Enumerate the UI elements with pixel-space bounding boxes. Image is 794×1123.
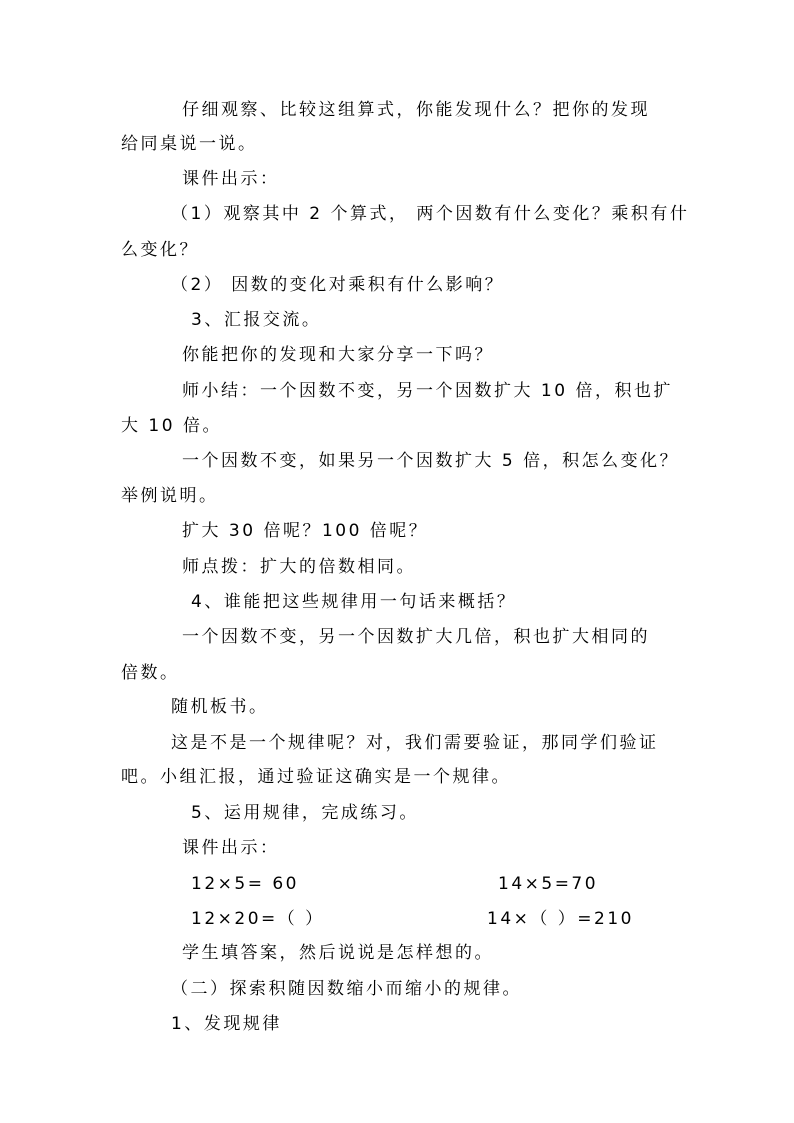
exercise-equation: 14×5=70 xyxy=(498,874,599,894)
paragraph-line: 这是不是一个规律呢？对，我们需要验证，那同学们验证 xyxy=(171,733,659,753)
paragraph-line: 仔细观察、比较这组算式，你能发现什么？把你的发现 xyxy=(182,100,650,120)
section-heading: 3、汇报交流。 xyxy=(191,310,322,330)
paragraph-line: 随机板书。 xyxy=(171,697,269,717)
paragraph-line: 扩大 30 倍呢？100 倍呢？ xyxy=(182,521,429,541)
paragraph-line: 倍数。 xyxy=(121,663,180,683)
exercise-equation: 14×（ ）=210 xyxy=(487,909,634,929)
paragraph-line: （1）观察其中 2 个算式， 两个因数有什么变化？乘积有什 xyxy=(171,204,690,224)
paragraph-line: 一个因数不变，如果另一个因数扩大 5 倍，积怎么变化？ xyxy=(182,451,680,471)
paragraph-line: 举例说明。 xyxy=(121,486,219,506)
paragraph-line: （2） 因数的变化对乘积有什么影响？ xyxy=(171,275,505,295)
paragraph-line: 师点拨：扩大的倍数相同。 xyxy=(182,557,416,577)
paragraph-line: 课件出示： xyxy=(182,169,280,189)
paragraph-line: 你能把你的发现和大家分享一下吗？ xyxy=(182,345,494,365)
paragraph-line: 么变化？ xyxy=(121,240,199,260)
paragraph-line: 给同桌说一说。 xyxy=(121,134,258,154)
paragraph-line: 学生填答案，然后说说是怎样想的。 xyxy=(182,943,494,963)
section-heading: 4、谁能把这些规律用一句话来概括？ xyxy=(191,592,517,612)
section-heading: 1、发现规律 xyxy=(171,1014,282,1034)
section-heading: 5、运用规律，完成练习。 xyxy=(191,803,419,823)
exercise-equation: 12×20=（ ） xyxy=(191,909,325,929)
paragraph-line: 一个因数不变，另一个因数扩大几倍，积也扩大相同的 xyxy=(182,627,650,647)
paragraph-line: 师小结：一个因数不变，另一个因数扩大 10 倍，积也扩 xyxy=(182,381,673,401)
section-heading: （二）探索积随因数缩小而缩小的规律。 xyxy=(171,979,522,999)
paragraph-line: 课件出示： xyxy=(182,838,280,858)
paragraph-line: 大 10 倍。 xyxy=(121,416,222,436)
paragraph-line: 吧。小组汇报，通过验证这确实是一个规律。 xyxy=(121,767,511,787)
exercise-equation: 12×5= 60 xyxy=(191,874,299,894)
